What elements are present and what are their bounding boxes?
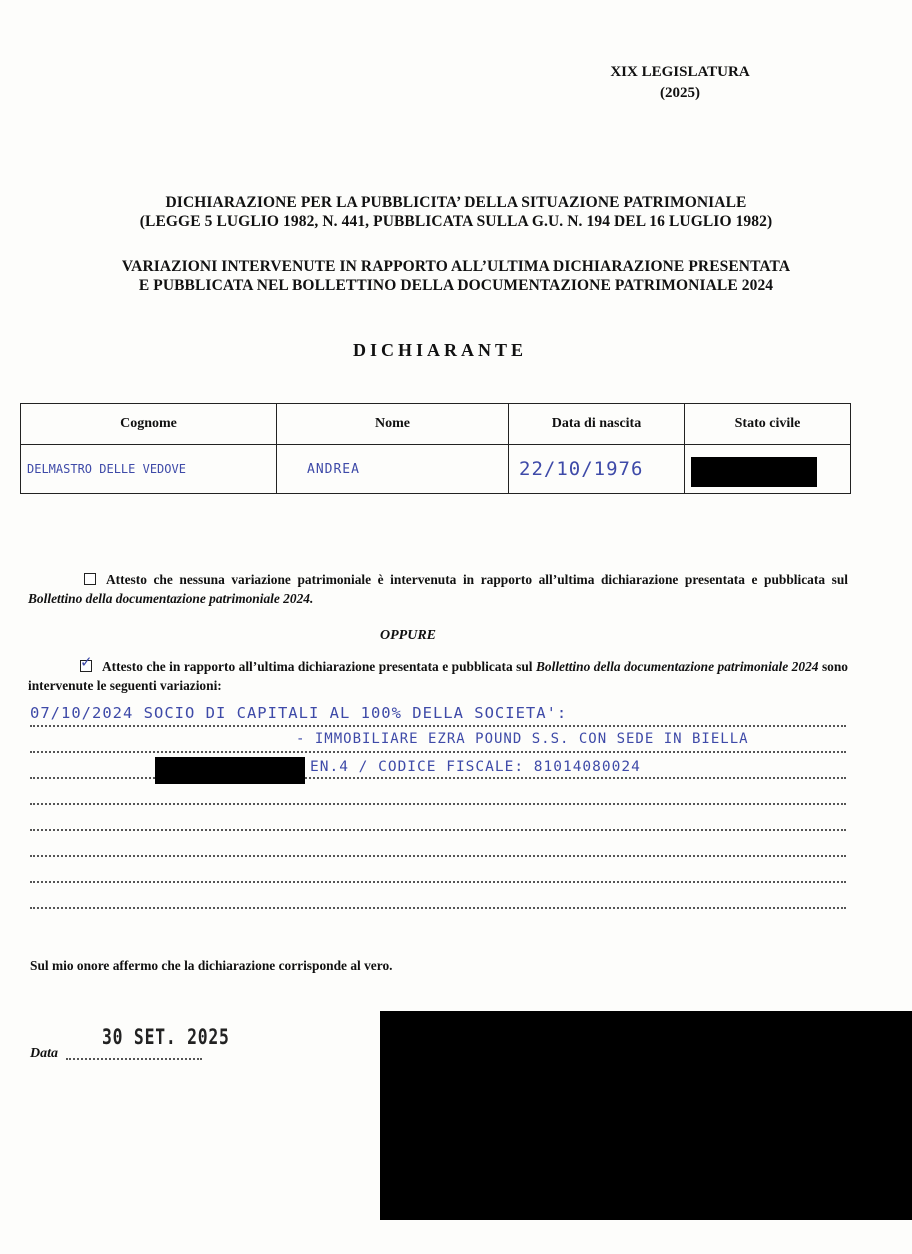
variation-line bbox=[30, 905, 846, 909]
date-label: Data bbox=[30, 1046, 58, 1061]
nome-value: ANDREA bbox=[277, 445, 509, 494]
declarant-table bbox=[20, 403, 851, 494]
no-variation-checkbox[interactable] bbox=[84, 573, 96, 585]
stato-civile-cell bbox=[685, 445, 851, 494]
title-line-2: (LEGGE 5 LUGLIO 1982, N. 441, PUBBLICATA SULLA G.U. N. 194 DEL 16 LUGLIO 1982) bbox=[139, 213, 773, 230]
header-cognome: Cognome bbox=[21, 404, 277, 445]
honor-declaration: Sul mio onore affermo che la dichiarazione corrisponde al vero. bbox=[30, 958, 393, 973]
option1-text: Attesto che nessuna variazione patrimoniale è intervenuta in rapporto all’ultima dichiarazione presentata e pubblicata sul bbox=[106, 572, 848, 587]
legislature-header bbox=[560, 62, 800, 104]
table-row bbox=[21, 445, 851, 494]
variation-line bbox=[30, 801, 846, 805]
redaction-block bbox=[155, 757, 305, 784]
variations-checkbox[interactable] bbox=[80, 660, 92, 672]
oppure-label: OPPURE bbox=[380, 628, 436, 643]
date-stamp: 30 SET. 2025 bbox=[102, 1025, 230, 1049]
cognome-value: DELMASTRO DELLE VEDOVE bbox=[21, 445, 277, 494]
variation-line bbox=[30, 723, 846, 727]
data-nascita-value: 22/10/1976 bbox=[509, 445, 685, 494]
option2-text-end: sono intervenute le seguenti variazioni: bbox=[28, 659, 848, 693]
date-line bbox=[66, 1050, 202, 1060]
option-with-variations bbox=[28, 657, 848, 695]
table-header-row bbox=[21, 404, 851, 445]
variation-line bbox=[30, 853, 846, 857]
year-label: (2025) bbox=[660, 85, 700, 101]
variation-text-1: 07/10/2024 SOCIO DI CAPITALI AL 100% DELLA SOCIETA': bbox=[30, 704, 568, 722]
variation-text-2: - IMMOBILIARE EZRA POUND S.S. CON SEDE IN BIELLA bbox=[296, 731, 749, 747]
title-line-1: DICHIARAZIONE PER LA PUBBLICITA’ DELLA SITUAZIONE PATRIMONIALE bbox=[165, 194, 747, 211]
option2-italic-text: Bollettino della documentazione patrimoniale 2024 bbox=[535, 659, 819, 674]
variation-line bbox=[30, 879, 846, 883]
subtitle-line-2: E PUBBLICATA NEL BOLLETTINO DELLA DOCUMENTAZIONE PATRIMONIALE 2024 bbox=[138, 277, 774, 294]
legislatura-label: XIX LEGISLATURA bbox=[610, 64, 750, 80]
document-title bbox=[20, 193, 892, 231]
document-subtitle bbox=[20, 257, 892, 295]
section-title: DICHIARANTE bbox=[352, 340, 528, 360]
variation-line bbox=[30, 827, 846, 831]
subtitle-line-1: VARIAZIONI INTERVENUTE IN RAPPORTO ALL’ULTIMA DICHIARAZIONE PRESENTATA bbox=[121, 258, 791, 275]
variation-line bbox=[30, 749, 846, 753]
header-stato-civile: Stato civile bbox=[685, 404, 851, 445]
variation-text-3: EN.4 / CODICE FISCALE: 81014080024 bbox=[310, 759, 641, 775]
signature-redaction bbox=[380, 1011, 912, 1220]
option2-text: Attesto che in rapporto all’ultima dichiarazione presentata e pubblicata sul bbox=[102, 659, 536, 674]
redaction-block bbox=[691, 457, 817, 487]
option1-italic-text: Bollettino della documentazione patrimoniale 2024. bbox=[28, 591, 314, 606]
option-no-variation bbox=[28, 570, 848, 608]
header-nome: Nome bbox=[277, 404, 509, 445]
header-data-nascita: Data di nascita bbox=[509, 404, 685, 445]
variation-line bbox=[30, 775, 846, 779]
